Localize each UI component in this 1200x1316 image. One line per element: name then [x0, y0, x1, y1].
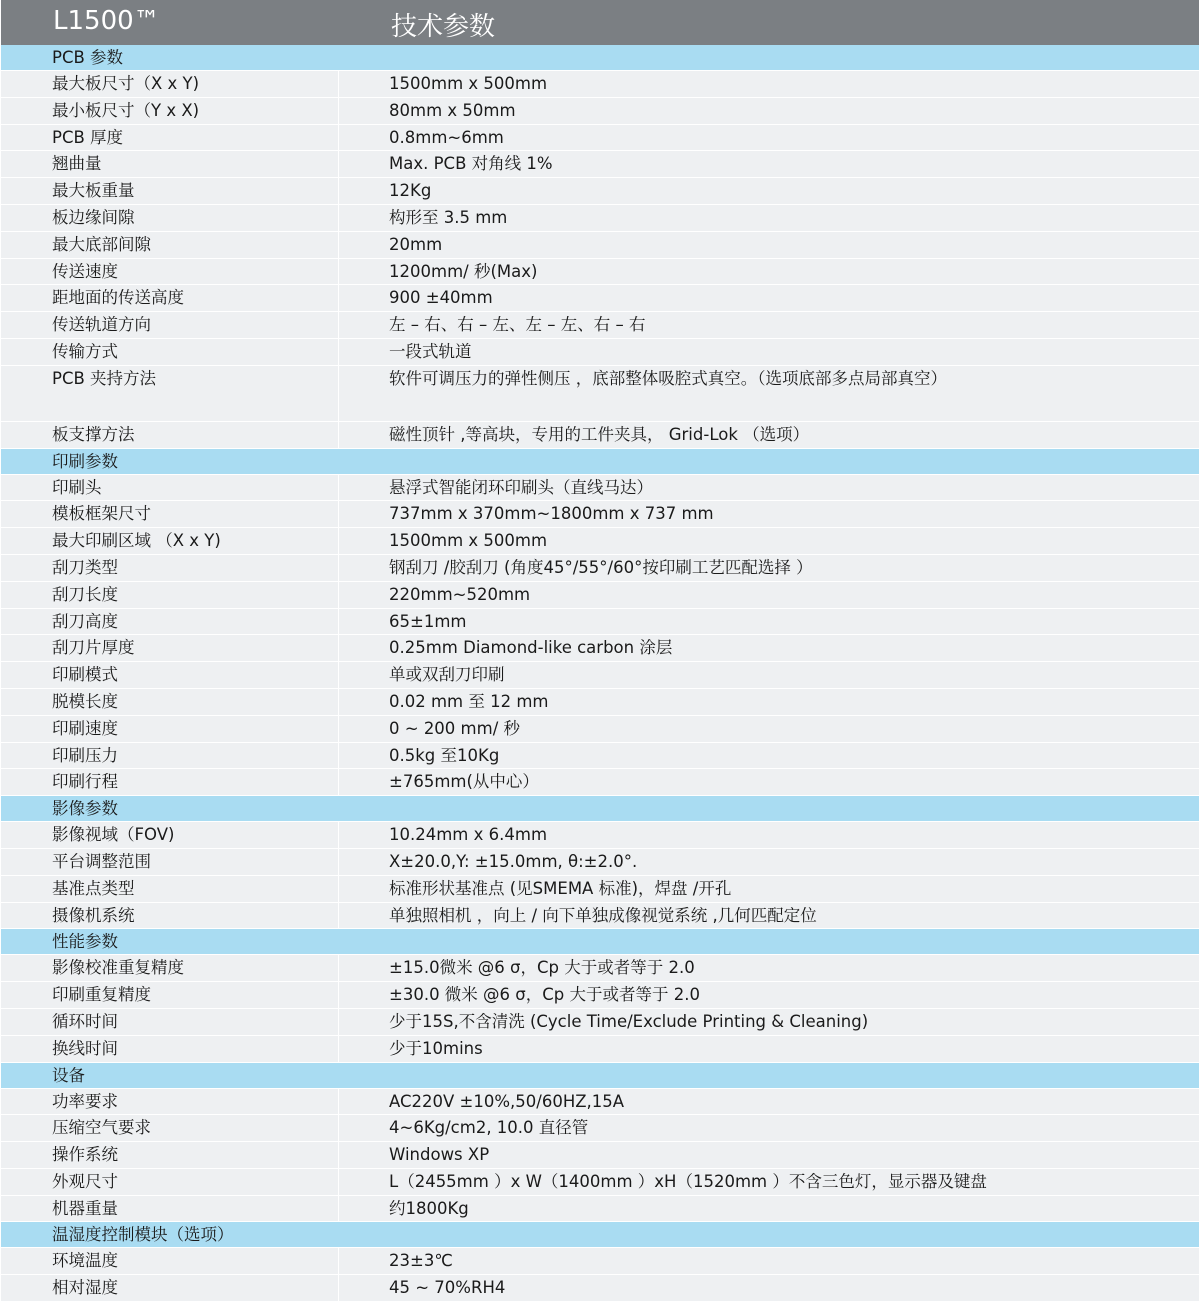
- table-row: [1, 422, 1199, 449]
- param-value: 单独照相机 ，向上 / 向下单独成像视觉系统 ,几何匹配定位: [389, 905, 817, 925]
- table-row: [1, 1009, 1199, 1036]
- table-row: [1, 1248, 1199, 1275]
- param-value: X±20.0,Y: ±15.0mm, θ:±2.0°.: [389, 851, 638, 871]
- param-name: 外观尺寸: [1, 1169, 339, 1195]
- param-name: 脱模长度: [1, 689, 339, 715]
- section-header: 影像参数: [1, 796, 1199, 822]
- param-name: 传输方式: [1, 339, 339, 365]
- table-row: [1, 662, 1199, 689]
- param-value: Max. PCB 对角线 1%: [389, 154, 553, 174]
- param-name: 基准点类型: [1, 876, 339, 902]
- table-row: [1, 609, 1199, 636]
- param-value: L（2455mm ）x W（1400mm ）xH（1520mm ）不含三色灯，显示器及键盘: [389, 1171, 987, 1191]
- param-name: 刮刀高度: [1, 609, 339, 635]
- model-name: L1500™: [53, 6, 160, 36]
- param-name: 印刷模式: [1, 662, 339, 688]
- table-row: [1, 1089, 1199, 1116]
- param-name: 环境温度: [1, 1248, 339, 1274]
- table-row: [1, 125, 1199, 152]
- param-value: 磁性顶针 ,等高块，专用的工件夹具， Grid-Lok （选项）: [389, 424, 810, 444]
- param-value: 4~6Kg/cm2, 10.0 直径管: [389, 1118, 589, 1138]
- param-value: ±30.0 微米 @6 σ，Cp 大于或者等于 2.0: [389, 985, 700, 1005]
- table-row: [1, 1036, 1199, 1063]
- table-row: [1, 1275, 1199, 1302]
- param-name: 影像视域（FOV): [1, 822, 339, 848]
- spec-sheet: [1, 0, 1199, 1302]
- param-value: 0 ~ 200 mm/ 秒: [389, 718, 521, 738]
- table-row: [1, 582, 1199, 609]
- param-name: 压缩空气要求: [1, 1115, 339, 1141]
- param-value: 1500mm x 500mm: [389, 74, 548, 93]
- param-name: 印刷速度: [1, 716, 339, 742]
- param-name: 换线时间: [1, 1036, 339, 1062]
- table-row: [1, 528, 1199, 555]
- param-name: 模板框架尺寸: [1, 501, 339, 527]
- param-name: 印刷重复精度: [1, 982, 339, 1008]
- param-value: 构形至 3.5 mm: [389, 207, 508, 227]
- param-name: 翘曲量: [1, 151, 339, 177]
- param-value: 220mm~520mm: [389, 584, 531, 604]
- param-value: 0.5kg 至10Kg: [389, 745, 500, 765]
- param-name: 刮刀片厚度: [1, 635, 339, 661]
- page-title: 技术参数: [391, 12, 496, 42]
- table-row: [1, 501, 1199, 528]
- param-value: 悬浮式智能闭环印刷头（直线马达）: [389, 477, 653, 497]
- param-name: 最大底部间隙: [1, 232, 339, 258]
- table-row: [1, 1169, 1199, 1196]
- param-name: 最大印刷区域 （X x Y): [1, 528, 339, 554]
- param-name: 摄像机系统: [1, 903, 339, 929]
- param-name: 功率要求: [1, 1089, 339, 1115]
- table-row: [1, 312, 1199, 339]
- table-row: [1, 71, 1199, 98]
- table-row: [1, 178, 1199, 205]
- param-value: 20mm: [389, 234, 443, 254]
- param-name: 传送速度: [1, 259, 339, 285]
- param-name: 传送轨道方向: [1, 312, 339, 338]
- param-value: 0.25mm Diamond-like carbon 涂层: [389, 638, 673, 658]
- table-row: [1, 689, 1199, 716]
- param-value: 12Kg: [389, 181, 432, 201]
- param-value: 737mm x 370mm~1800mm x 737 mm: [389, 504, 714, 524]
- param-value: 80mm x 50mm: [389, 100, 516, 120]
- section-header: 设备: [1, 1063, 1199, 1089]
- param-value: 一段式轨道: [389, 341, 472, 361]
- param-name: 刮刀类型: [1, 555, 339, 581]
- param-name: 操作系统: [1, 1142, 339, 1168]
- param-value: AC220V ±10%,50/60HZ,15A: [389, 1091, 625, 1111]
- table-row: [1, 769, 1199, 796]
- table-row: [1, 1142, 1199, 1169]
- param-value: 少于15S,不含清洗 (Cycle Time/Exclude Printing & Cleaning): [389, 1011, 869, 1031]
- param-name: 平台调整范围: [1, 849, 339, 875]
- table-row: [1, 366, 1199, 422]
- table-row: [1, 285, 1199, 312]
- param-value: 23±3℃: [389, 1251, 453, 1271]
- param-value: 45 ~ 70%RH4: [389, 1278, 506, 1298]
- param-name: 最小板尺寸（Y x X): [1, 98, 339, 124]
- param-name: 循环时间: [1, 1009, 339, 1035]
- param-value: 软件可调压力的弹性侧压 ，底部整体吸腔式真空。（选项底部多点局部真空）: [389, 368, 947, 388]
- param-value: 单或双刮刀印刷: [389, 665, 505, 685]
- param-value: 65±1mm: [389, 611, 467, 631]
- table-row: [1, 259, 1199, 286]
- param-value: 1200mm/ 秒(Max): [389, 261, 538, 281]
- param-name: 印刷头: [1, 475, 339, 501]
- section-header: PCB 参数: [1, 45, 1199, 71]
- table-row: [1, 716, 1199, 743]
- param-value: 10.24mm x 6.4mm: [389, 825, 548, 845]
- table-row: [1, 903, 1199, 930]
- table-row: [1, 232, 1199, 259]
- param-value: 约1800Kg: [389, 1198, 469, 1218]
- param-name: 刮刀长度: [1, 582, 339, 608]
- param-value: ±15.0微米 @6 σ，Cp 大于或者等于 2.0: [389, 958, 695, 978]
- table-row: [1, 98, 1199, 125]
- table-row: [1, 1115, 1199, 1142]
- header-bar: [1, 0, 1199, 45]
- param-name: 印刷压力: [1, 743, 339, 769]
- table-row: [1, 849, 1199, 876]
- param-name: PCB 厚度: [1, 125, 339, 151]
- table-row: [1, 205, 1199, 232]
- table-row: [1, 635, 1199, 662]
- section-header: 印刷参数: [1, 449, 1199, 475]
- table-row: [1, 555, 1199, 582]
- param-value: 左 – 右、右 – 左、左 – 左、右 – 右: [389, 315, 646, 335]
- param-name: PCB 夹持方法: [1, 366, 339, 421]
- param-value: 0.8mm~6mm: [389, 127, 504, 147]
- param-name: 影像校准重复精度: [1, 955, 339, 981]
- param-name: 相对湿度: [1, 1275, 339, 1301]
- table-row: [1, 822, 1199, 849]
- param-value: 钢刮刀 /胶刮刀 (角度45°/55°/60°按印刷工艺匹配选择 ）: [389, 557, 813, 577]
- param-name: 印刷行程: [1, 769, 339, 795]
- param-value: Windows XP: [389, 1145, 490, 1165]
- table-row: [1, 876, 1199, 903]
- param-name: 板支撑方法: [1, 422, 339, 448]
- param-value: 900 ±40mm: [389, 288, 493, 308]
- table-row: [1, 1196, 1199, 1223]
- param-value: 1500mm x 500mm: [389, 531, 548, 551]
- param-name: 最大板重量: [1, 178, 339, 204]
- param-name: 板边缘间隙: [1, 205, 339, 231]
- table-row: [1, 955, 1199, 982]
- table-row: [1, 339, 1199, 366]
- param-name: 最大板尺寸（X x Y): [1, 71, 339, 97]
- param-value: 标准形状基准点 (见SMEMA 标准)，焊盘 /开孔: [389, 878, 732, 898]
- param-value: ±765mm(从中心）: [389, 772, 539, 792]
- param-value: 0.02 mm 至 12 mm: [389, 691, 549, 711]
- table-row: [1, 151, 1199, 178]
- table-row: [1, 743, 1199, 770]
- param-value: 少于10mins: [389, 1038, 483, 1058]
- param-name: 机器重量: [1, 1196, 339, 1222]
- spec-table: [1, 45, 1199, 1302]
- table-row: [1, 982, 1199, 1009]
- section-header: 性能参数: [1, 929, 1199, 955]
- param-name: 距地面的传送高度: [1, 285, 339, 311]
- section-header: 温湿度控制模块（选项）: [1, 1222, 1199, 1248]
- table-row: [1, 475, 1199, 502]
